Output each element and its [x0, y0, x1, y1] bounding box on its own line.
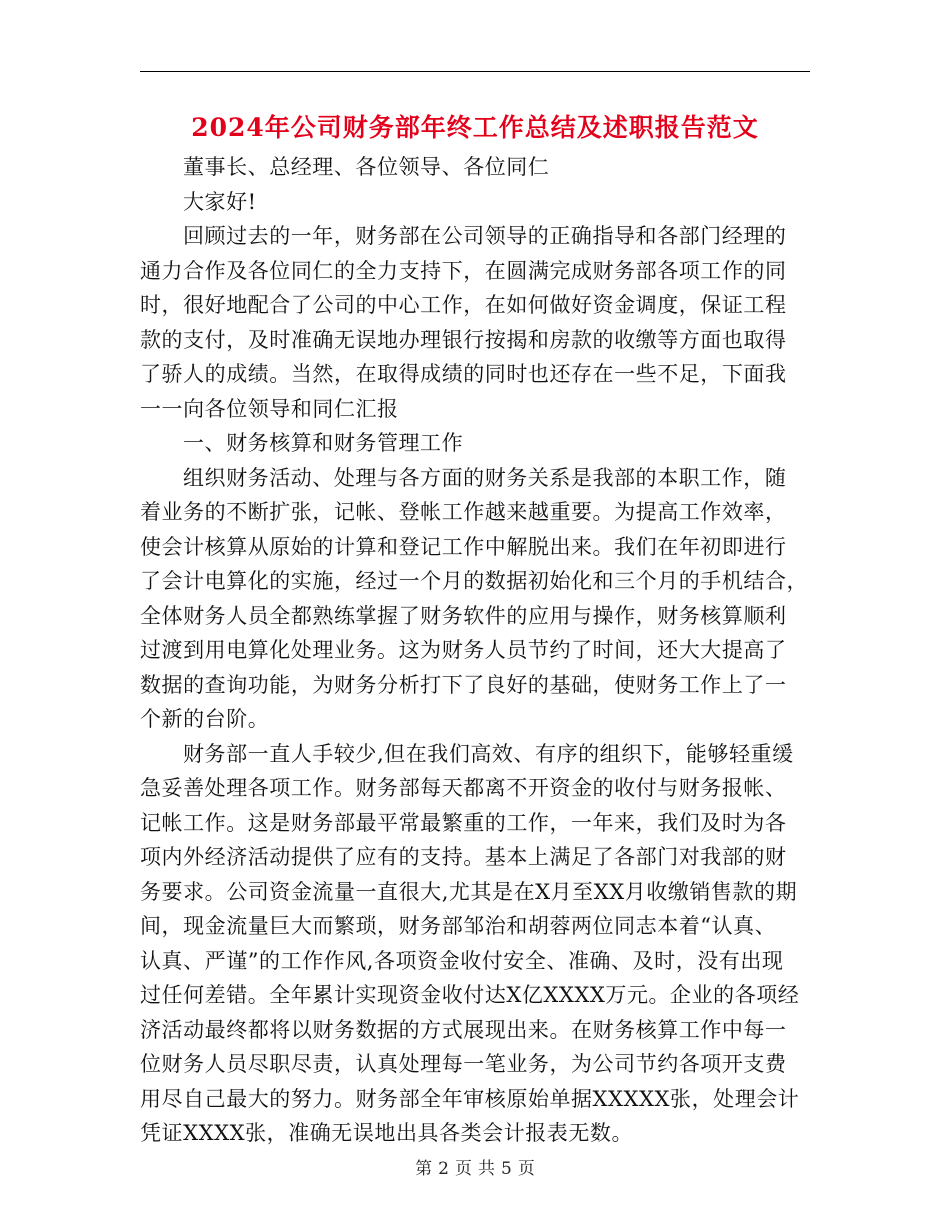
text-line: 认真、严谨”的工作作风,各项资金收付安全、准确、及时，没有出现	[140, 948, 784, 973]
text-line: 记帐工作。这是财务部最平常最繁重的工作，一年来，我们及时为各	[140, 810, 787, 835]
current-page-number: 2	[438, 1159, 449, 1179]
text-line: 位财务人员尽职尽责，认真处理每一笔业务，为公司节约各项开支费	[140, 1052, 787, 1076]
footer-label-ye-2: 页	[517, 1159, 535, 1179]
page-footer	[0, 1154, 950, 1179]
text-line: 使会计核算从原始的计算和登记工作中解脱出来。我们在年初即进行	[140, 534, 787, 559]
text-line: 着业务的不断扩张，记帐、登帐工作越来越重要。为提高工作效率，	[140, 500, 787, 524]
text-line: 数据的查询功能，为财务分析打下了良好的基础，使财务工作上了一	[140, 672, 787, 697]
text-line: 款的支付，及时准确无误地办理银行按揭和房款的收缴等方面也取得	[140, 327, 787, 352]
text-line: 全体财务人员全都熟练掌握了财务软件的应用与操作，财务核算顺利	[140, 603, 787, 628]
text-line: 急妥善处理各项工作。财务部每天都离不开资金的收付与财务报帐、	[140, 776, 787, 800]
text-line: 过渡到用电算化处理业务。这为财务人员节约了时间，还大大提高了	[140, 638, 787, 662]
section-heading: 一、财务核算和财务管理工作	[183, 431, 464, 455]
text-line: 了骄人的成绩。当然，在取得成绩的同时也还存在一些不足，下面我	[140, 362, 787, 386]
text-line: 一一向各位领导和同仁汇报	[140, 396, 399, 421]
text-line: 回顾过去的一年，财务部在公司领导的正确指导和各部门经理的	[183, 224, 787, 248]
text-line: 了会计电算化的实施，经过一个月的数据初始化和三个月的手机结合，	[140, 569, 809, 593]
footer-label-gong: 共	[478, 1159, 495, 1179]
text-line: 用尽自己最大的努力。财务部全年审核原始单据XXXXX张，处理会计	[140, 1086, 800, 1111]
text-line: 凭证XXXX张，准确无误地出具各类会计报表无数。	[140, 1121, 633, 1145]
text-line: 间，现金流量巨大而繁琐，财务部邹治和胡蓉两位同志本着“认真、	[140, 914, 777, 938]
text-line: 过任何差错。全年累计实现资金收付达X亿XXXX万元。企业的各项经	[140, 983, 800, 1007]
text-line: 组织财务活动、处理与各方面的财务关系是我部的本职工作，随	[183, 465, 787, 490]
footer-label-di: 第	[415, 1159, 433, 1179]
text-line: 财务部一直人手较少,但在我们高效、有序的组织下，能够轻重缓	[183, 741, 794, 766]
text-line: 项内外经济活动提供了应有的支持。基本上满足了各部门对我部的财	[140, 845, 787, 869]
document-body	[140, 150, 809, 1151]
text-line: 董事长、总经理、各位领导、各位同仁	[183, 155, 550, 179]
total-page-count: 5	[501, 1159, 512, 1179]
text-line: 大家好!	[183, 189, 257, 214]
text-line: 务要求。公司资金流量一直很大,尤其是在X月至XX月收缴销售款的期	[140, 879, 798, 904]
header-rule	[140, 71, 810, 72]
text-line: 通力合作及各位同仁的全力支持下，在圆满完成财务部各项工作的同	[140, 258, 787, 283]
footer-label-ye: 页	[455, 1159, 472, 1179]
text-line: 时，很好地配合了公司的中心工作，在如何做好资金调度，保证工程	[140, 293, 787, 317]
document-title: 2024年公司财务部年终工作总结及述职报告范文	[191, 113, 759, 142]
text-line: 济活动最终都将以财务数据的方式展现出来。在财务核算工作中每一	[140, 1017, 787, 1042]
text-line: 个新的台阶。	[140, 707, 270, 731]
